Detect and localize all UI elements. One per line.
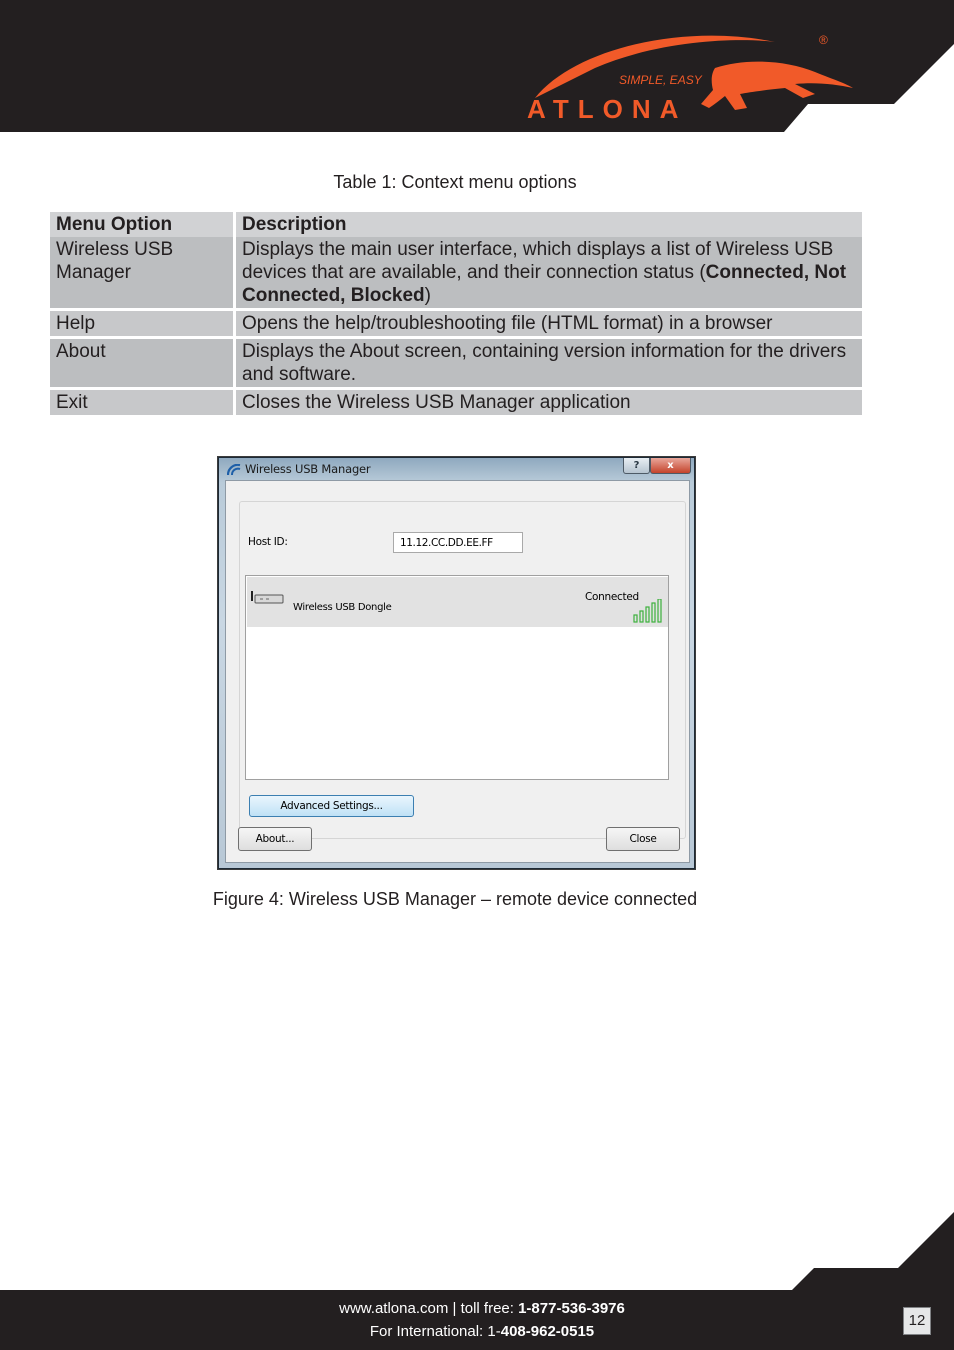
close-icon: x: [667, 460, 674, 471]
atlona-logo: [515, 28, 855, 124]
header-menu-option: Menu Option: [50, 212, 236, 237]
context-menu-table: [50, 212, 862, 415]
device-list[interactable]: [245, 575, 669, 780]
table-row: [50, 390, 862, 415]
registered-mark: ®: [819, 33, 828, 47]
close-button[interactable]: Close: [606, 827, 680, 851]
footer-contact-line: www.atlona.com | toll free: 1-877-536-3976: [339, 1300, 625, 1317]
row-description: Closes the Wireless USB Manager application: [236, 390, 862, 415]
usb-dongle-icon: [251, 591, 285, 605]
help-button[interactable]: [623, 458, 650, 474]
device-status: Connected: [585, 591, 639, 603]
signal-strength-icon: [633, 599, 663, 623]
window-close-button[interactable]: [650, 458, 691, 474]
figure-caption: Figure 4: Wireless USB Manager – remote device connected: [212, 889, 698, 909]
table-row: [50, 311, 862, 336]
row-description: Opens the help/troubleshooting file (HTML format) in a browser: [236, 311, 862, 336]
list-item[interactable]: [247, 577, 668, 627]
window-client-area: [225, 480, 690, 863]
page-footer: [0, 1290, 954, 1350]
host-id-label: Host ID:: [248, 536, 288, 548]
row-description: Displays the About screen, containing version information for the drivers and software.: [236, 339, 862, 387]
row-description: Displays the main user interface, which displays a list of Wireless USB devices that are available, and their connection status (Connected, Not Connected, Blocked): [236, 237, 862, 308]
footer-corner-wedge: [0, 1210, 954, 1292]
window-title: Wireless USB Manager: [245, 462, 371, 476]
row-option: Help: [50, 311, 236, 336]
footer-international-line: For International: 1-408-962-0515: [369, 1323, 595, 1340]
logo-tagline: SIMPLE, EASY: [619, 73, 702, 87]
advanced-settings-button[interactable]: Advanced Settings...: [249, 795, 414, 817]
table-row: [50, 339, 862, 387]
logo-wordmark: ATLONA: [527, 94, 688, 124]
group-box: [239, 501, 686, 839]
row-option: About: [50, 339, 236, 387]
host-id-field[interactable]: 11.12.CC.DD.EE.FF: [393, 532, 523, 553]
table-caption: Table 1: Context menu options: [333, 172, 577, 192]
help-icon: ?: [633, 460, 640, 471]
page-number: 12: [903, 1307, 931, 1335]
table-row: [50, 237, 862, 308]
row-option: Wireless USB Manager: [50, 237, 236, 308]
wireless-signal-icon: [227, 464, 241, 476]
device-name: Wireless USB Dongle: [293, 602, 392, 613]
header-description: Description: [236, 212, 862, 237]
about-button[interactable]: About...: [238, 827, 312, 851]
window-frame: [218, 457, 695, 869]
table-header-row: [50, 212, 862, 237]
row-option: Exit: [50, 390, 236, 415]
wireless-usb-manager-screenshot: [217, 456, 696, 870]
